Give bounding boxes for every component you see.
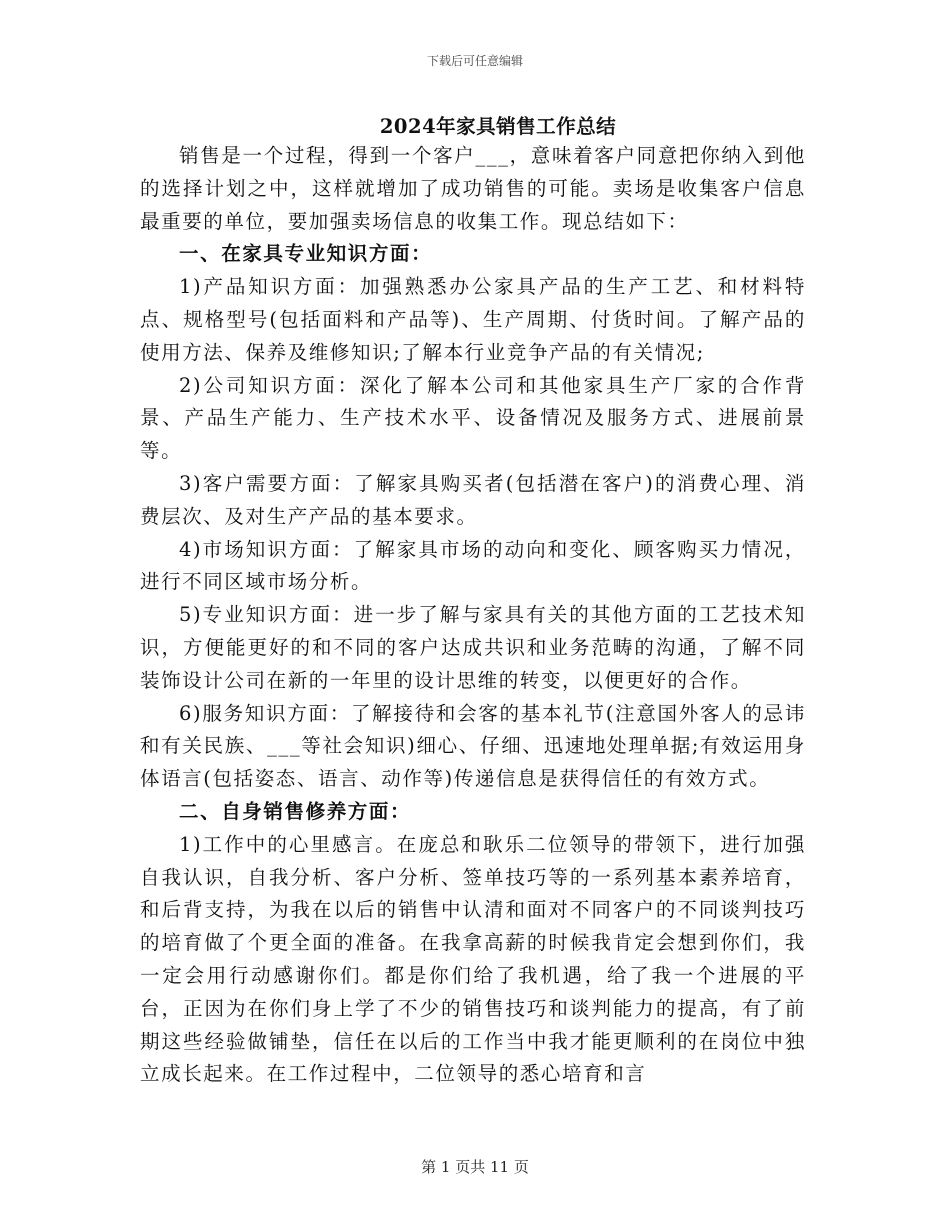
paragraph: 销售是一个过程，得到一个客户___，意味着客户同意把你纳入到他的选择计划之中，这样就增加了成功销售的可能。卖场是收集客户信息最重要的单位，要加强卖场信息的收集工作。现总结如下：: [140, 144, 806, 233]
paragraph: 1)产品知识方面：加强熟悉办公家具产品的生产工艺、和材料特点、规格型号(包括面料和产品等)、生产周期、付货时间。了解产品的使用方法、保养及维修知识;了解本行业竞争产品的有关情况;: [140, 275, 806, 364]
page-header-note: 下载后可任意编辑: [426, 54, 523, 68]
section-heading: 二、自身销售修养方面：: [179, 799, 412, 823]
document-body: [140, 140, 806, 1091]
paragraph: 3)客户需要方面：了解家具购买者(包括潜在客户)的消费心理、消费层次、及对生产产品的基本要求。: [140, 471, 806, 528]
document-title: 2024年家具销售工作总结: [379, 115, 617, 138]
paragraph: 1)工作中的心里感言。在庞总和耿乐二位领导的带领下，进行加强自我认识，自我分析、客户分析、签单技巧等的一系列基本素养培育，和后背支持，为我在以后的销售中认清和面对不同客户的不同谈判技巧的培育做了个更全面的准备。在我拿高薪的时候我肯定会想到你们，我一定会用行动感谢你们。都是你们给了我机遇，给了我一个进展的平台，正因为在你们身上学了不少的销售技巧和谈判能力的提高，有了前期这些经验做铺垫，信任在以后的工作当中我才能更顺利的在岗位中独立成长起来。在工作过程中，二位领导的悉心培育和言: [140, 832, 806, 1086]
paragraph: 5)专业知识方面：进一步了解与家具有关的其他方面的工艺技术知识，方便能更好的和不同的客户达成共识和业务范畴的沟通，了解不同装饰设计公司在新的一年里的设计思维的转变，以便更好的合作。: [140, 603, 806, 692]
section-heading: 一、在家具专业知识方面：: [179, 242, 433, 266]
paragraph: 6)服务知识方面：了解接待和会客的基本礼节(注意国外客人的忌讳和有关民族、___等社会知识)细心、仔细、迅速地处理单据;有效运用身体语言(包括姿态、语言、动作等)传递信息是获得信任的有效方式。: [140, 701, 806, 791]
paragraph: 4)市场知识方面：了解家具市场的动向和变化、顾客购买力情况，进行不同区域市场分析。: [140, 537, 806, 594]
page-number-footer: 第 1 页共 11 页: [421, 1158, 529, 1176]
paragraph: 2)公司知识方面：深化了解本公司和其他家具生产厂家的合作背景、产品生产能力、生产技术水平、设备情况及服务方式、进展前景等。: [140, 373, 806, 463]
